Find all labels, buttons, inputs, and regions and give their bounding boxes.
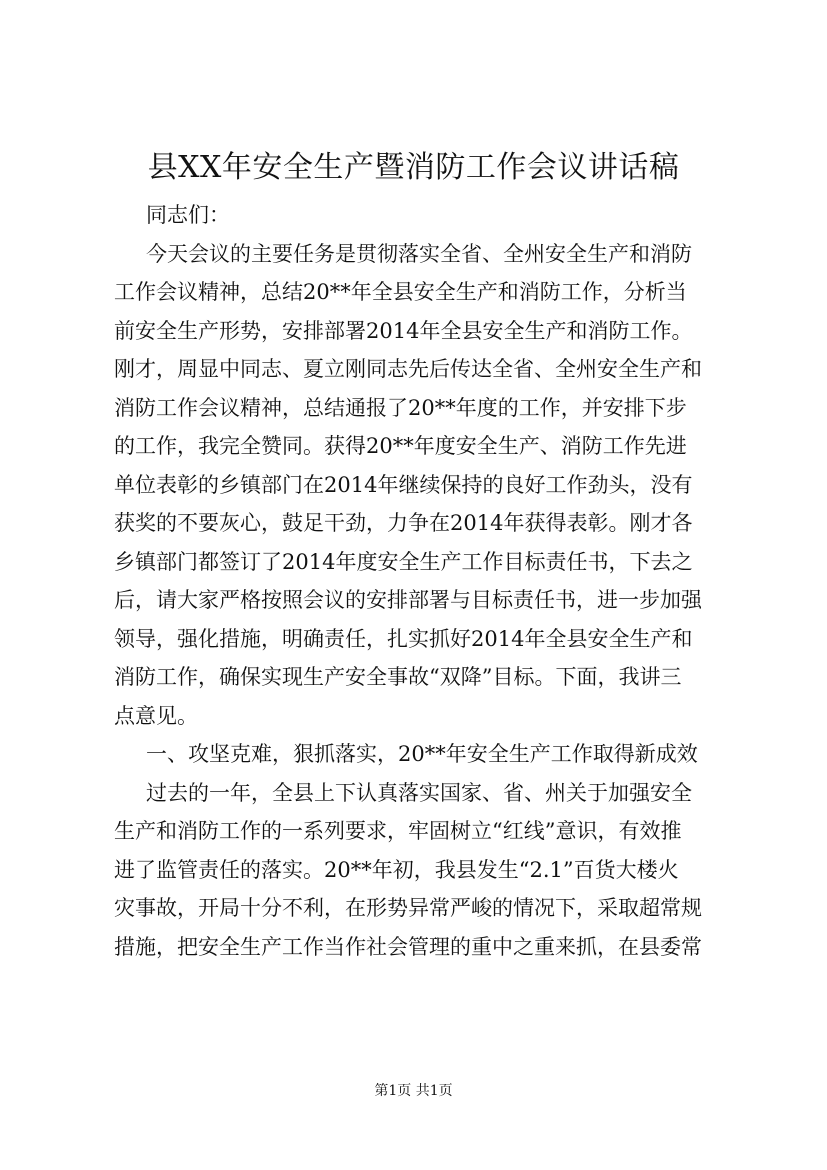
text-line: 获奖的不要灰心，鼓足干劲，力争在2014年获得表彰。刚才各 xyxy=(114,511,693,535)
page-footer: 第1页 共1页 xyxy=(374,1083,453,1099)
document-body xyxy=(114,196,724,966)
text-line: 前安全生产形势，安排部署2014年全县安全生产和消防工作。 xyxy=(114,318,693,343)
text-line: 过去的一年，全县上下认真落实国家、省、州关于加强安全 xyxy=(146,780,692,805)
text-line: 消防工作会议精神，总结通报了20**年度的工作，并安排下步 xyxy=(114,395,687,420)
text-line: 后，请大家严格按照会议的安排部署与目标责任书，进一步加强 xyxy=(114,588,702,612)
text-line: 刚才，周显中同志、夏立刚同志先后传达全省、全州安全生产和 xyxy=(114,357,702,381)
text-line: 措施，把安全生产工作当作社会管理的重中之重来抓，在县委常 xyxy=(114,934,702,959)
text-line: 的工作，我完全赞同。获得20**年度安全生产、消防工作先进 xyxy=(114,434,687,458)
text-line: 消防工作，确保实现生产安全事故“双降”目标。下面，我讲三 xyxy=(114,665,682,689)
text-line: 点意见。 xyxy=(114,703,198,728)
text-line: 灾事故，开局十分不利，在形势异常严峻的情况下，采取超常规 xyxy=(114,896,702,920)
text-line: 生产和消防工作的一系列要求，牢固树立“红线”意识，有效推 xyxy=(114,819,682,843)
text-line: 单位表彰的乡镇部门在2014年继续保持的良好工作劲头，没有 xyxy=(114,472,693,497)
text-line: 乡镇部门都签订了2014年度安全生产工作目标责任书，下去之 xyxy=(114,549,693,574)
section-heading: 一、攻坚克难，狠抓落实，20**年安全生产工作取得新成效 xyxy=(146,742,698,766)
text-line: 领导，强化措施，明确责任，扎实抓好2014年全县安全生产和 xyxy=(114,626,693,651)
text-line-salutation: 同志们： xyxy=(146,203,230,227)
text-line: 进了监管责任的落实。20**年初，我县发生“2.1”百货大楼火 xyxy=(114,857,679,882)
document-title: 县XX年安全生产暨消防工作会议讲话稿 xyxy=(147,150,680,185)
text-line: 今天会议的主要任务是贯彻落实全省、全州安全生产和消防 xyxy=(146,241,692,266)
text-line: 工作会议精神，总结20**年全县安全生产和消防工作，分析当 xyxy=(114,280,687,304)
